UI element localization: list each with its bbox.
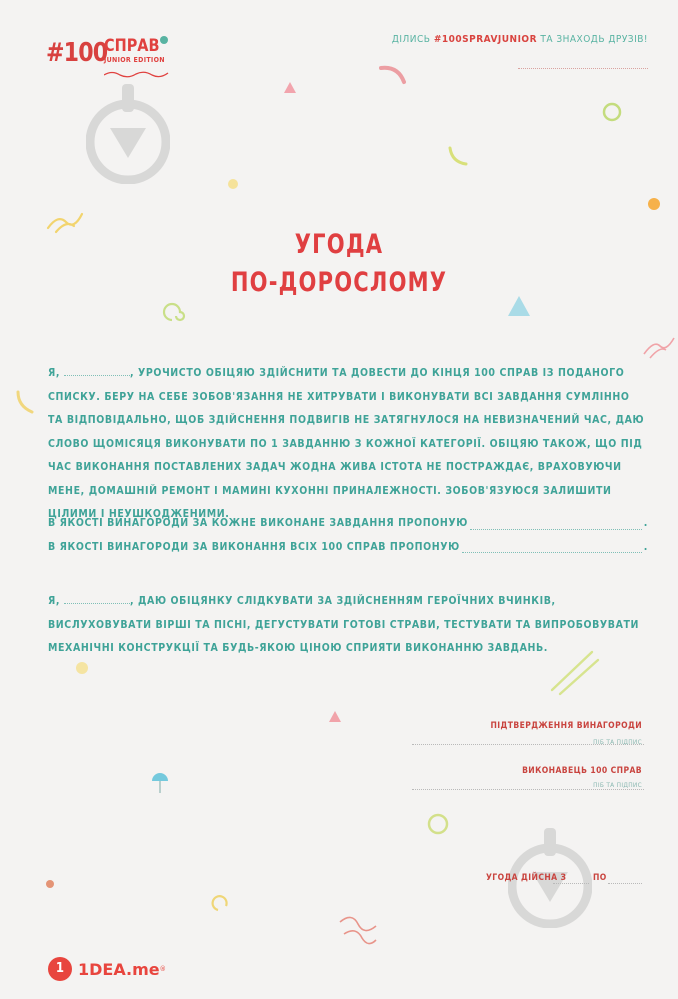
confetti-swirl-green xyxy=(164,304,184,320)
share-hashtag xyxy=(392,34,648,45)
guardian-paragraph xyxy=(48,590,648,661)
rewards-section xyxy=(48,512,648,559)
guardian-name-blank-field[interactable] xyxy=(64,602,130,604)
confetti-ring-green-2 xyxy=(429,815,447,833)
reward-all-end: . xyxy=(643,540,648,553)
reward-each-end: . xyxy=(643,517,648,529)
validity-from-label: УГОДА ДІЙСНА З xyxy=(486,873,567,883)
brand-logo xyxy=(46,30,186,80)
guardian-text: , ДАЮ ОБІЦЯНКУ СЛІДКУВАТИ ЗА ЗДІЙСНЕННЯМ ГЕРОЇЧНИХ ВЧИНКІВ, ВИСЛУХОВУВАТИ ВІРШІ ТА ПІСНІ, ДЕГУСТУВАТИ ГОТОВІ СТРАВИ, ТЕСТУВАТИ ТА ВИПРОБОВУВАТИ МЕХАНІЧНІ КОНСТРУКЦІЇ ТА БУДЬ-ЯКОЮ ЦІНОЮ СПРИЯТИ ВИКОНАННЮ ЗАВДАНЬ. xyxy=(48,595,640,654)
share-divider xyxy=(518,68,648,69)
confetti-triangle-pink xyxy=(284,82,296,93)
reward-each-row xyxy=(48,512,648,536)
guardian-start: Я, xyxy=(48,595,64,607)
reward-all-field[interactable] xyxy=(462,552,642,553)
share-text-after: ТА ЗНАХОДЬ ДРУЗІВ! xyxy=(537,34,648,45)
footer-brand-name: 1DEA.me xyxy=(78,959,160,979)
confetti-arc-red xyxy=(381,68,404,82)
executor-signature-line[interactable] xyxy=(412,789,644,790)
confetti-squiggle-pink xyxy=(644,338,674,358)
footer-brand xyxy=(48,957,166,981)
name-blank-field[interactable] xyxy=(64,374,130,376)
reward-all-row xyxy=(48,536,648,560)
pledge-start: Я, xyxy=(48,367,64,379)
reward-confirm-label: ПІДТВЕРДЖЕННЯ ВИНАГОРОДИ xyxy=(490,721,642,731)
confetti-dot-yellow xyxy=(228,179,238,189)
page-title xyxy=(75,226,604,302)
logo-number: #100 xyxy=(46,38,108,68)
title-line-1: УГОДА xyxy=(294,229,384,260)
reward-all-label: В ЯКОСТІ ВИНАГОРОДИ ЗА ВИКОНАННЯ ВСІХ 100 СПРАВ ПРОПОНУЮ xyxy=(48,540,460,553)
executor-sublabel: ПІБ ТА ПІДПИС xyxy=(593,781,642,789)
confetti-swirl-yellow xyxy=(213,896,227,910)
watermark-download-icon xyxy=(86,84,170,184)
confetti-ring-green xyxy=(604,104,620,120)
confetti-half-blue xyxy=(152,773,168,781)
logo-underline-icon xyxy=(104,70,170,78)
share-text-before: ДІЛИСЬ xyxy=(391,34,434,45)
confetti-dot-orange-2 xyxy=(46,880,54,888)
confetti-triangle-pink-2 xyxy=(329,711,341,722)
reward-each-label: В ЯКОСТІ ВИНАГОРОДИ ЗА КОЖНЕ ВИКОНАНЕ ЗАВДАННЯ ПРОПОНУЮ xyxy=(48,517,468,529)
reward-each-field[interactable] xyxy=(470,529,642,530)
validity-from-field[interactable] xyxy=(553,883,589,884)
footer-brand-registered: ® xyxy=(159,965,166,973)
confetti-arc-green xyxy=(450,148,466,164)
validity-to-field[interactable] xyxy=(608,883,642,884)
share-hashtag-tag: #100SPRAVJUNIOR xyxy=(433,34,538,45)
title-line-2: ПО-ДОРОСЛОМУ xyxy=(230,267,448,298)
pledge-paragraph xyxy=(48,362,648,527)
logo-word: СПРАВ xyxy=(104,36,160,56)
reward-confirm-sublabel: ПІБ ТА ПІДПИС xyxy=(593,738,642,746)
confetti-squiggle-red xyxy=(340,917,376,943)
logo-edition: JUNIOR EDITION xyxy=(104,56,165,64)
confetti-arc-yellow xyxy=(18,392,32,412)
logo-accent-icon xyxy=(158,34,172,46)
pledge-text: , УРОЧИСТО ОБІЦЯЮ ЗДІЙСНИТИ ТА ДОВЕСТИ ДО КІНЦЯ 100 СПРАВ ІЗ ПОДАНОГО СПИСКУ. БЕРУ НА СЕБЕ ЗОБОВ'ЯЗАННЯ НЕ ХИТРУВАТИ І ВИКОНУВАТИ ВСІ ЗАВДАННЯ СУМЛІННО ТА ВІДПОВІДАЛЬНО, ЩОБ ЗДІЙСНЕННЯ ПОДВИГІВ НЕ ЗАТЯГНУЛОСЯ НА НЕВИЗНАЧЕНИЙ ЧАС, ДАЮ СЛОВО ЩОМІСЯЦЯ ВИКОНУВАТИ ПО 1 ЗАВДАННЮ З КОЖНОЇ КАТЕГОРІЇ. ОБІЦЯЮ ТАКОЖ, ЩО ПІД ЧАС ВИКОНАННЯ ПОСТАВЛЕНИХ ЗАДАЧ ЖОДНА ЖИВА ІСТОТА НЕ ПОСТРАЖДАЄ, ВРАХОВУЮЧИ МЕНЕ, ДОМАШНІЙ РЕМОНТ І МАМИНІ КУХОННІ ПРИНАЛЕЖНОСТІ. ЗОБОВ'ЯЗУЮСЯ ЗАЛИШИТИ ЦІЛИМИ І НЕУШКОДЖЕНИМИ. xyxy=(48,367,645,520)
confetti-dot-yellow-2 xyxy=(76,662,88,674)
executor-label: ВИКОНАВЕЦЬ 100 СПРАВ xyxy=(522,766,642,776)
footer-brand-circle: 1 xyxy=(48,957,72,981)
validity-to-label: ПО xyxy=(593,873,607,883)
confetti-dot-orange xyxy=(648,198,660,210)
